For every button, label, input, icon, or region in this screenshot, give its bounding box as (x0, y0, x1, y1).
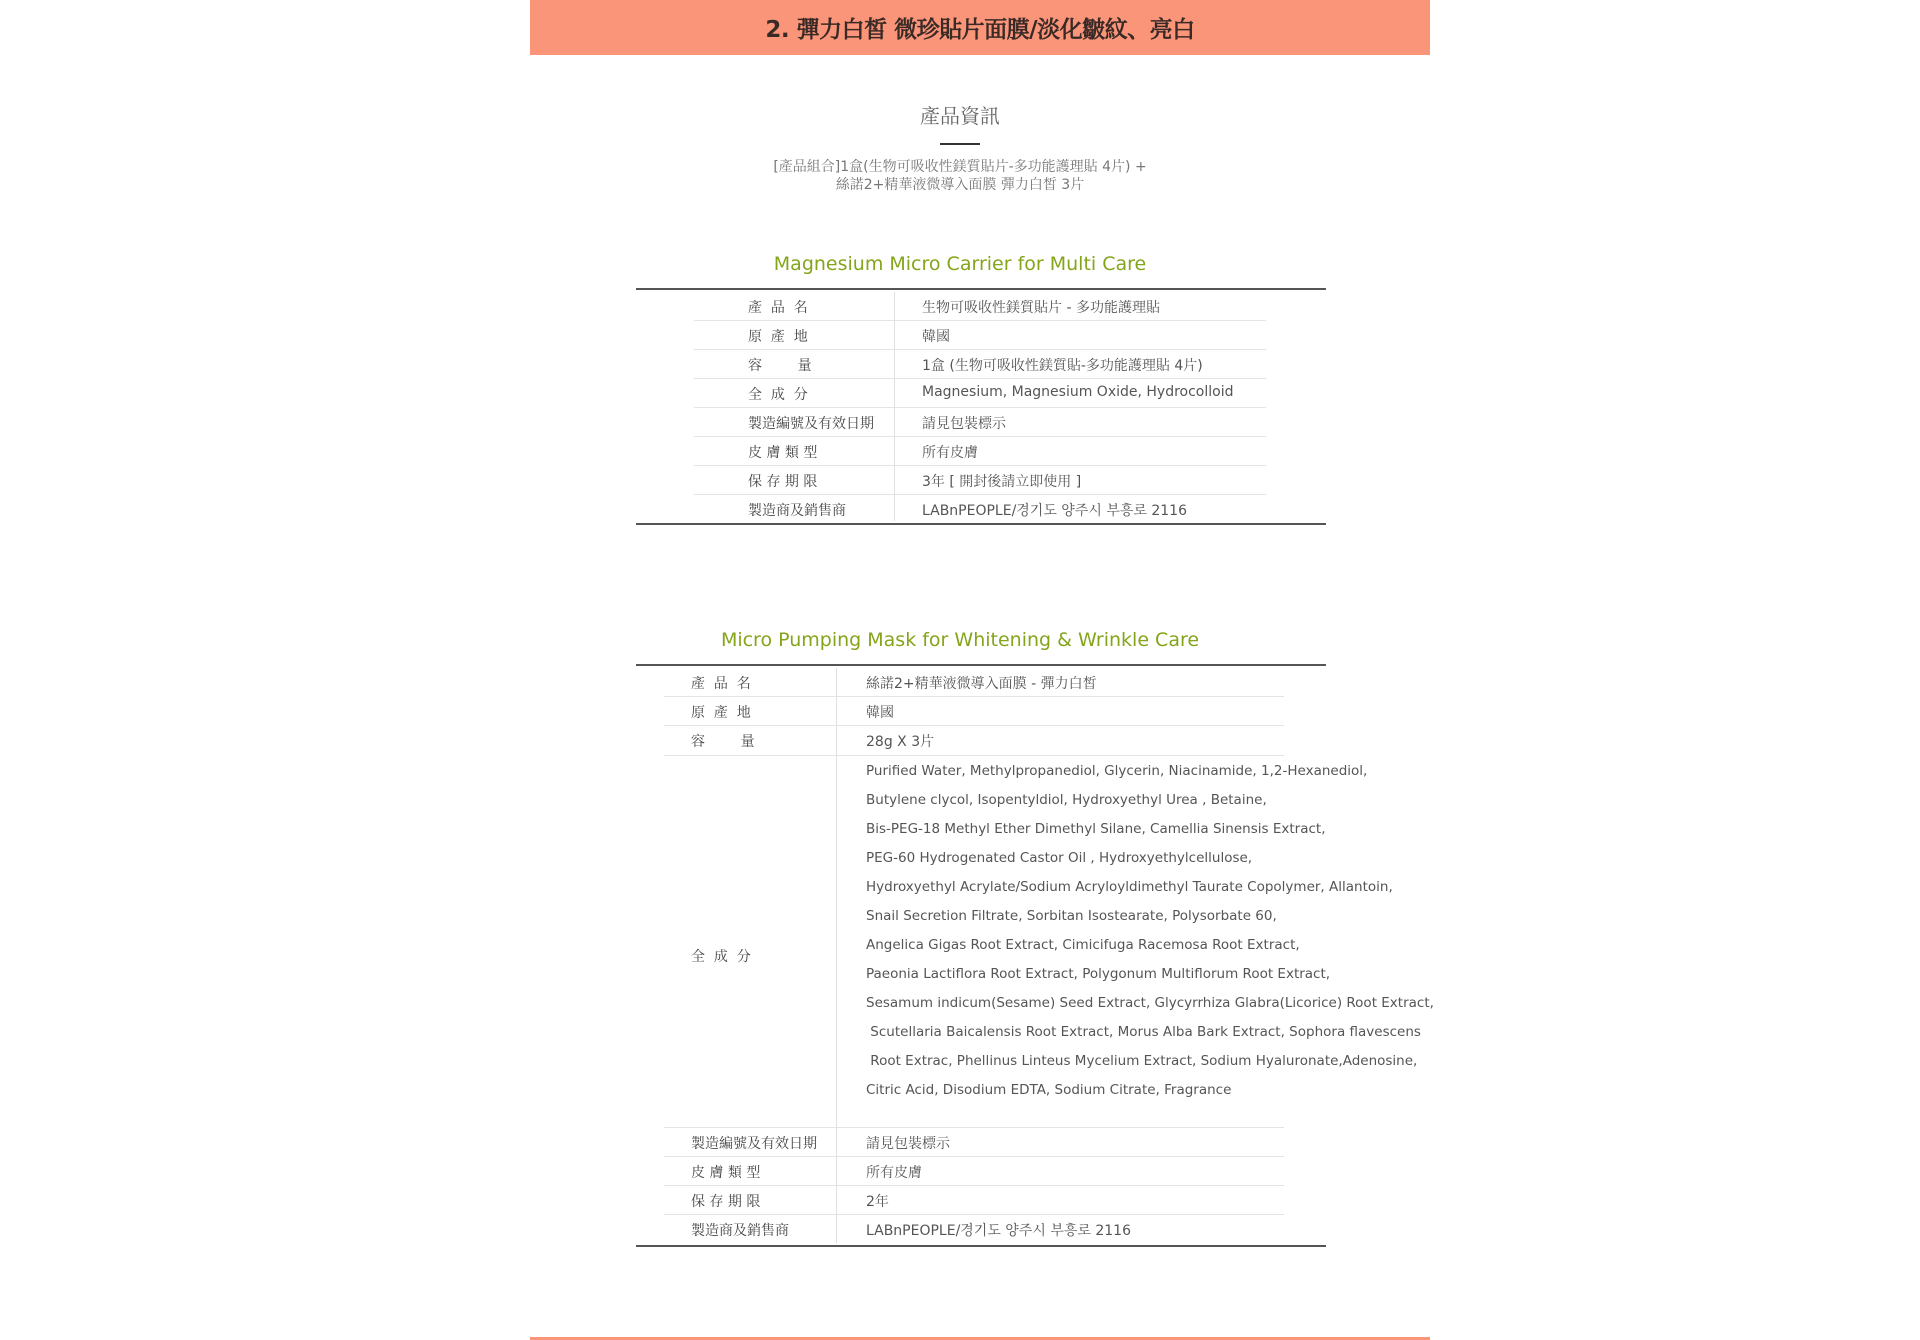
table1-title: Magnesium Micro Carrier for Multi Care (773, 253, 1147, 275)
row-label: 全 成 分 (691, 949, 751, 965)
table-row (636, 408, 1326, 437)
ingredient-line: Butylene clycol, Isopentyldiol, Hydroxyethyl Urea , Betaine, (866, 792, 1267, 808)
spec-table-micro-pumping (636, 664, 1434, 1247)
row-label: 全 成 分 (748, 387, 808, 403)
description-line-1: [產品組合]1盒(生物可吸收性鎂質貼片-多功能護理貼 4片) + (773, 159, 1147, 175)
table-row (636, 697, 1326, 726)
row-label: 產 品 名 (691, 676, 751, 692)
row-value: LABnPEOPLE/경기도 양주시 부흥로 2116 (866, 1223, 1131, 1239)
ingredients-list (866, 757, 1434, 1105)
table-row (636, 466, 1326, 495)
ingredient-line: PEG-60 Hydrogenated Castor Oil , Hydroxyethylcellulose, (866, 850, 1253, 866)
page-banner (530, 0, 1430, 55)
row-label: 保 存 期 限 (691, 1194, 761, 1210)
row-value: 絲諾2+精華液微導入面膜 - 彈力白皙 (866, 676, 1097, 692)
table-row (636, 495, 1326, 524)
row-label: 容 量 (748, 358, 812, 374)
row-separator (664, 755, 1284, 756)
description-line-2: 絲諾2+精華液微導入面膜 彈力白皙 3片 (835, 177, 1085, 193)
ingredient-line: Hydroxyethyl Acrylate/Sodium Acryloyldimethyl Taurate Copolymer, Allantoin, (866, 879, 1393, 895)
row-label: 皮 膚 類 型 (748, 445, 818, 461)
ingredient-line: Purified Water, Methylpropanediol, Glycerin, Niacinamide, 1,2-Hexanediol, (866, 763, 1368, 779)
table-row (636, 292, 1326, 321)
table-row (636, 668, 1326, 697)
row-label: 保 存 期 限 (748, 474, 818, 490)
row-value: LABnPEOPLE/경기도 양주시 부흥로 2116 (922, 503, 1187, 519)
row-label: 製造編號及有效日期 (691, 1136, 817, 1152)
row-label: 原 產 地 (691, 705, 751, 721)
ingredient-line: Citric Acid, Disodium EDTA, Sodium Citrate, Fragrance (866, 1082, 1232, 1098)
table2-title: Micro Pumping Mask for Whitening & Wrinkle Care (720, 629, 1200, 651)
table-row (636, 726, 1326, 755)
ingredient-line: Bis-PEG-18 Methyl Ether Dimethyl Silane, Camellia Sinensis Extract, (866, 821, 1326, 837)
row-value: 所有皮膚 (922, 445, 978, 461)
row-value: Magnesium, Magnesium Oxide, Hydrocolloid (922, 384, 1234, 400)
row-label: 製造編號及有效日期 (748, 416, 874, 432)
row-value: 28g X 3片 (866, 734, 935, 750)
row-value: 請見包裝標示 (922, 416, 1006, 432)
ingredient-line: Snail Secretion Filtrate, Sorbitan Isostearate, Polysorbate 60, (866, 908, 1277, 924)
row-value: 韓國 (866, 705, 894, 721)
row-value: 2年 (866, 1194, 889, 1210)
table-row (636, 1128, 1326, 1157)
ingredient-line: Root Extrac, Phellinus Linteus Mycelium Extract, Sodium Hyaluronate,Adenosine, (866, 1053, 1418, 1069)
table-row (636, 379, 1326, 408)
row-label: 皮 膚 類 型 (691, 1165, 761, 1181)
row-label: 製造商及銷售商 (691, 1223, 789, 1239)
ingredient-line: Paeonia Lactiflora Root Extract, Polygonum Multiflorum Root Extract, (866, 966, 1331, 982)
row-label: 產 品 名 (748, 300, 808, 316)
product-info-description (0, 158, 1920, 194)
table-row (636, 1186, 1326, 1215)
table-row (636, 1215, 1326, 1244)
ingredient-line: Angelica Gigas Root Extract, Cimicifuga Racemosa Root Extract, (866, 937, 1300, 953)
ingredient-line: Sesamum indicum(Sesame) Seed Extract, Glycyrrhiza Glabra(Licorice) Root Extract, (866, 995, 1434, 1011)
table-row (636, 437, 1326, 466)
row-value: 所有皮膚 (866, 1165, 922, 1181)
table-row (636, 321, 1326, 350)
title-divider (940, 143, 980, 145)
row-label: 製造商及銷售商 (748, 503, 846, 519)
row-value: 請見包裝標示 (866, 1136, 950, 1152)
row-value: 1盒 (生物可吸收性鎂質貼-多功能護理貼 4片) (922, 358, 1203, 374)
table-row (636, 350, 1326, 379)
product-info-title: 產品資訊 (920, 104, 1000, 128)
row-label: 原 產 地 (748, 329, 808, 345)
spec-table-magnesium (636, 288, 1326, 525)
row-label: 容 量 (691, 734, 755, 750)
row-value: 生物可吸收性鎂質貼片 - 多功能護理貼 (922, 300, 1160, 316)
row-value: 韓國 (922, 329, 950, 345)
table-row (636, 1157, 1326, 1186)
row-value: 3年 [ 開封後請立即使用 ] (922, 474, 1082, 490)
banner-title: 2. 彈力白皙 微珍貼片面膜/淡化皺紋、亮白 (765, 17, 1195, 43)
ingredient-line: Scutellaria Baicalensis Root Extract, Morus Alba Bark Extract, Sophora flavescens (866, 1024, 1421, 1040)
